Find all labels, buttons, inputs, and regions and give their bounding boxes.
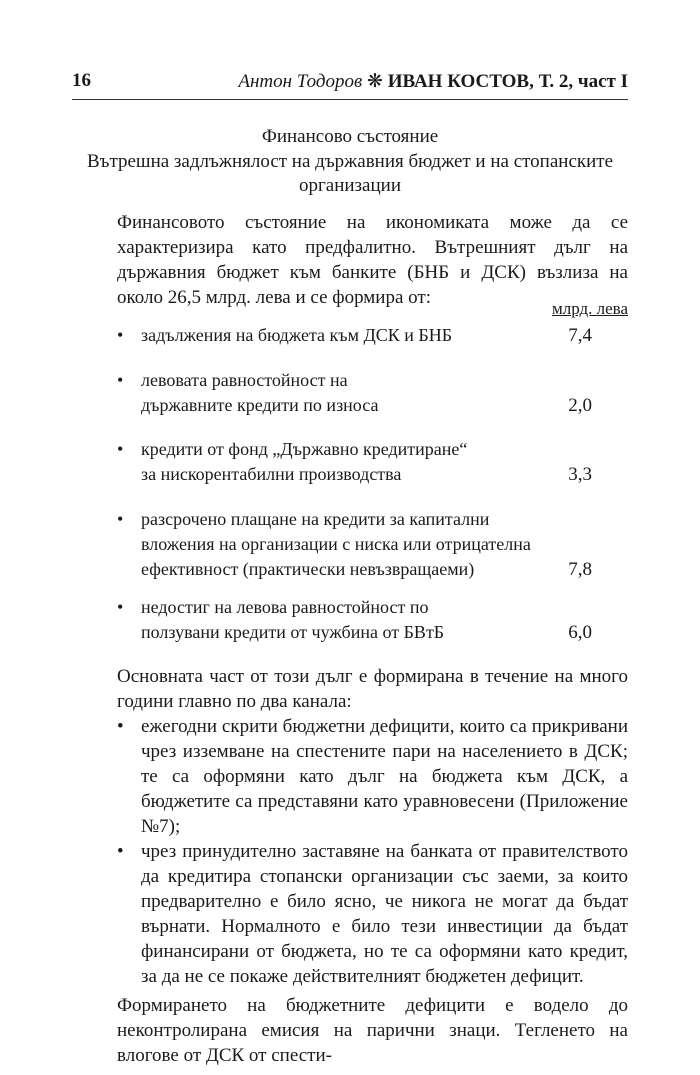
debt-item: [117, 368, 628, 418]
list-item: [117, 714, 628, 839]
closing-paragraph: Формирането на бюджетните дефицити е водело до неконтролирана емисия на парични знаци. Тегленето на влогове от ДСК от спести-: [117, 995, 628, 1066]
debt-item-value: 3,3: [568, 464, 592, 485]
section-title: Финансово състояние: [261, 126, 439, 147]
separator-glyph: ❋: [367, 71, 383, 92]
bullet-icon: •: [117, 597, 124, 617]
bullet-icon: •: [117, 509, 124, 529]
bullet-icon: •: [117, 370, 124, 390]
author-name: Антон Тодоров: [238, 71, 363, 92]
channels-list: [117, 714, 628, 989]
unit-header: млрд. лева: [551, 299, 628, 318]
debt-item: [117, 507, 628, 582]
page-number: 16: [72, 70, 91, 91]
bullet-icon: •: [117, 716, 124, 737]
debt-item: [117, 437, 628, 487]
bullet-icon: •: [117, 841, 124, 862]
bullet-icon: •: [117, 439, 124, 459]
running-header: [72, 70, 628, 100]
debt-item-label: разсрочено плащане на кредити за капитални вложения на организации с ниска или отрицателна ефективност (практически невъзвращаеми): [141, 509, 531, 579]
debt-item-value: 2,0: [568, 395, 592, 416]
debt-item-label: недостиг на левова равностойност по ползувани кредити от чужбина от БВтБ: [141, 597, 445, 642]
debt-item-label: задължения на бюджета към ДСК и БНБ: [141, 325, 453, 345]
running-head-text: [238, 70, 628, 93]
debt-item-value: 7,8: [568, 559, 592, 580]
debt-item-label: левовата равностойност на държавните кредити по износа: [141, 370, 379, 415]
list-item-text: чрез принудително заставяне на банката от правителството да кредитира стопански организации със заеми, за които предварително е било ясно, че никога не могат да бъдат върнати. Нормалното е било тези инвестиции да бъдат финансирани от бюджета, но те са оформяни като кредит, за да не се покаже действителният бюджетен дефицит.: [141, 841, 628, 987]
main-paragraph: Основната част от този дълг е формирана в течение на много години главно по два канала:: [117, 666, 628, 712]
intro-paragraph: Финансовото състояние на икономиката може да се характеризира като предфалитно. Вътрешният дълг на държавния бюджет към банките (БНБ и ДСК) възлиза на около 26,5 млрд. лева и се формира от:: [117, 212, 628, 308]
header-rule: [72, 99, 628, 100]
bullet-icon: •: [117, 325, 124, 345]
debt-item-value: 6,0: [568, 622, 592, 643]
debt-item: [117, 323, 628, 348]
list-item-text: ежегодни скрити бюджетни дефицити, които са прикривани чрез изземване на спестените пари на населението в ДСК; те са оформяни като дълг на бюджета към ДСК, а бюджетите са представяни като уравновесени (Приложение №7);: [141, 716, 628, 837]
debt-item-value: 7,4: [568, 325, 592, 346]
debt-item: [117, 595, 628, 645]
debt-item-label: кредити от фонд „Държавно кредитиране“ за нискорентабилни производства: [141, 439, 468, 484]
list-item: [117, 839, 628, 989]
section-subtitle: Вътрешна задлъжнялост на държавния бюджет и на стопанските организации: [86, 151, 614, 196]
book-title: ИВАН КОСТОВ, Т. 2, част I: [387, 71, 628, 92]
